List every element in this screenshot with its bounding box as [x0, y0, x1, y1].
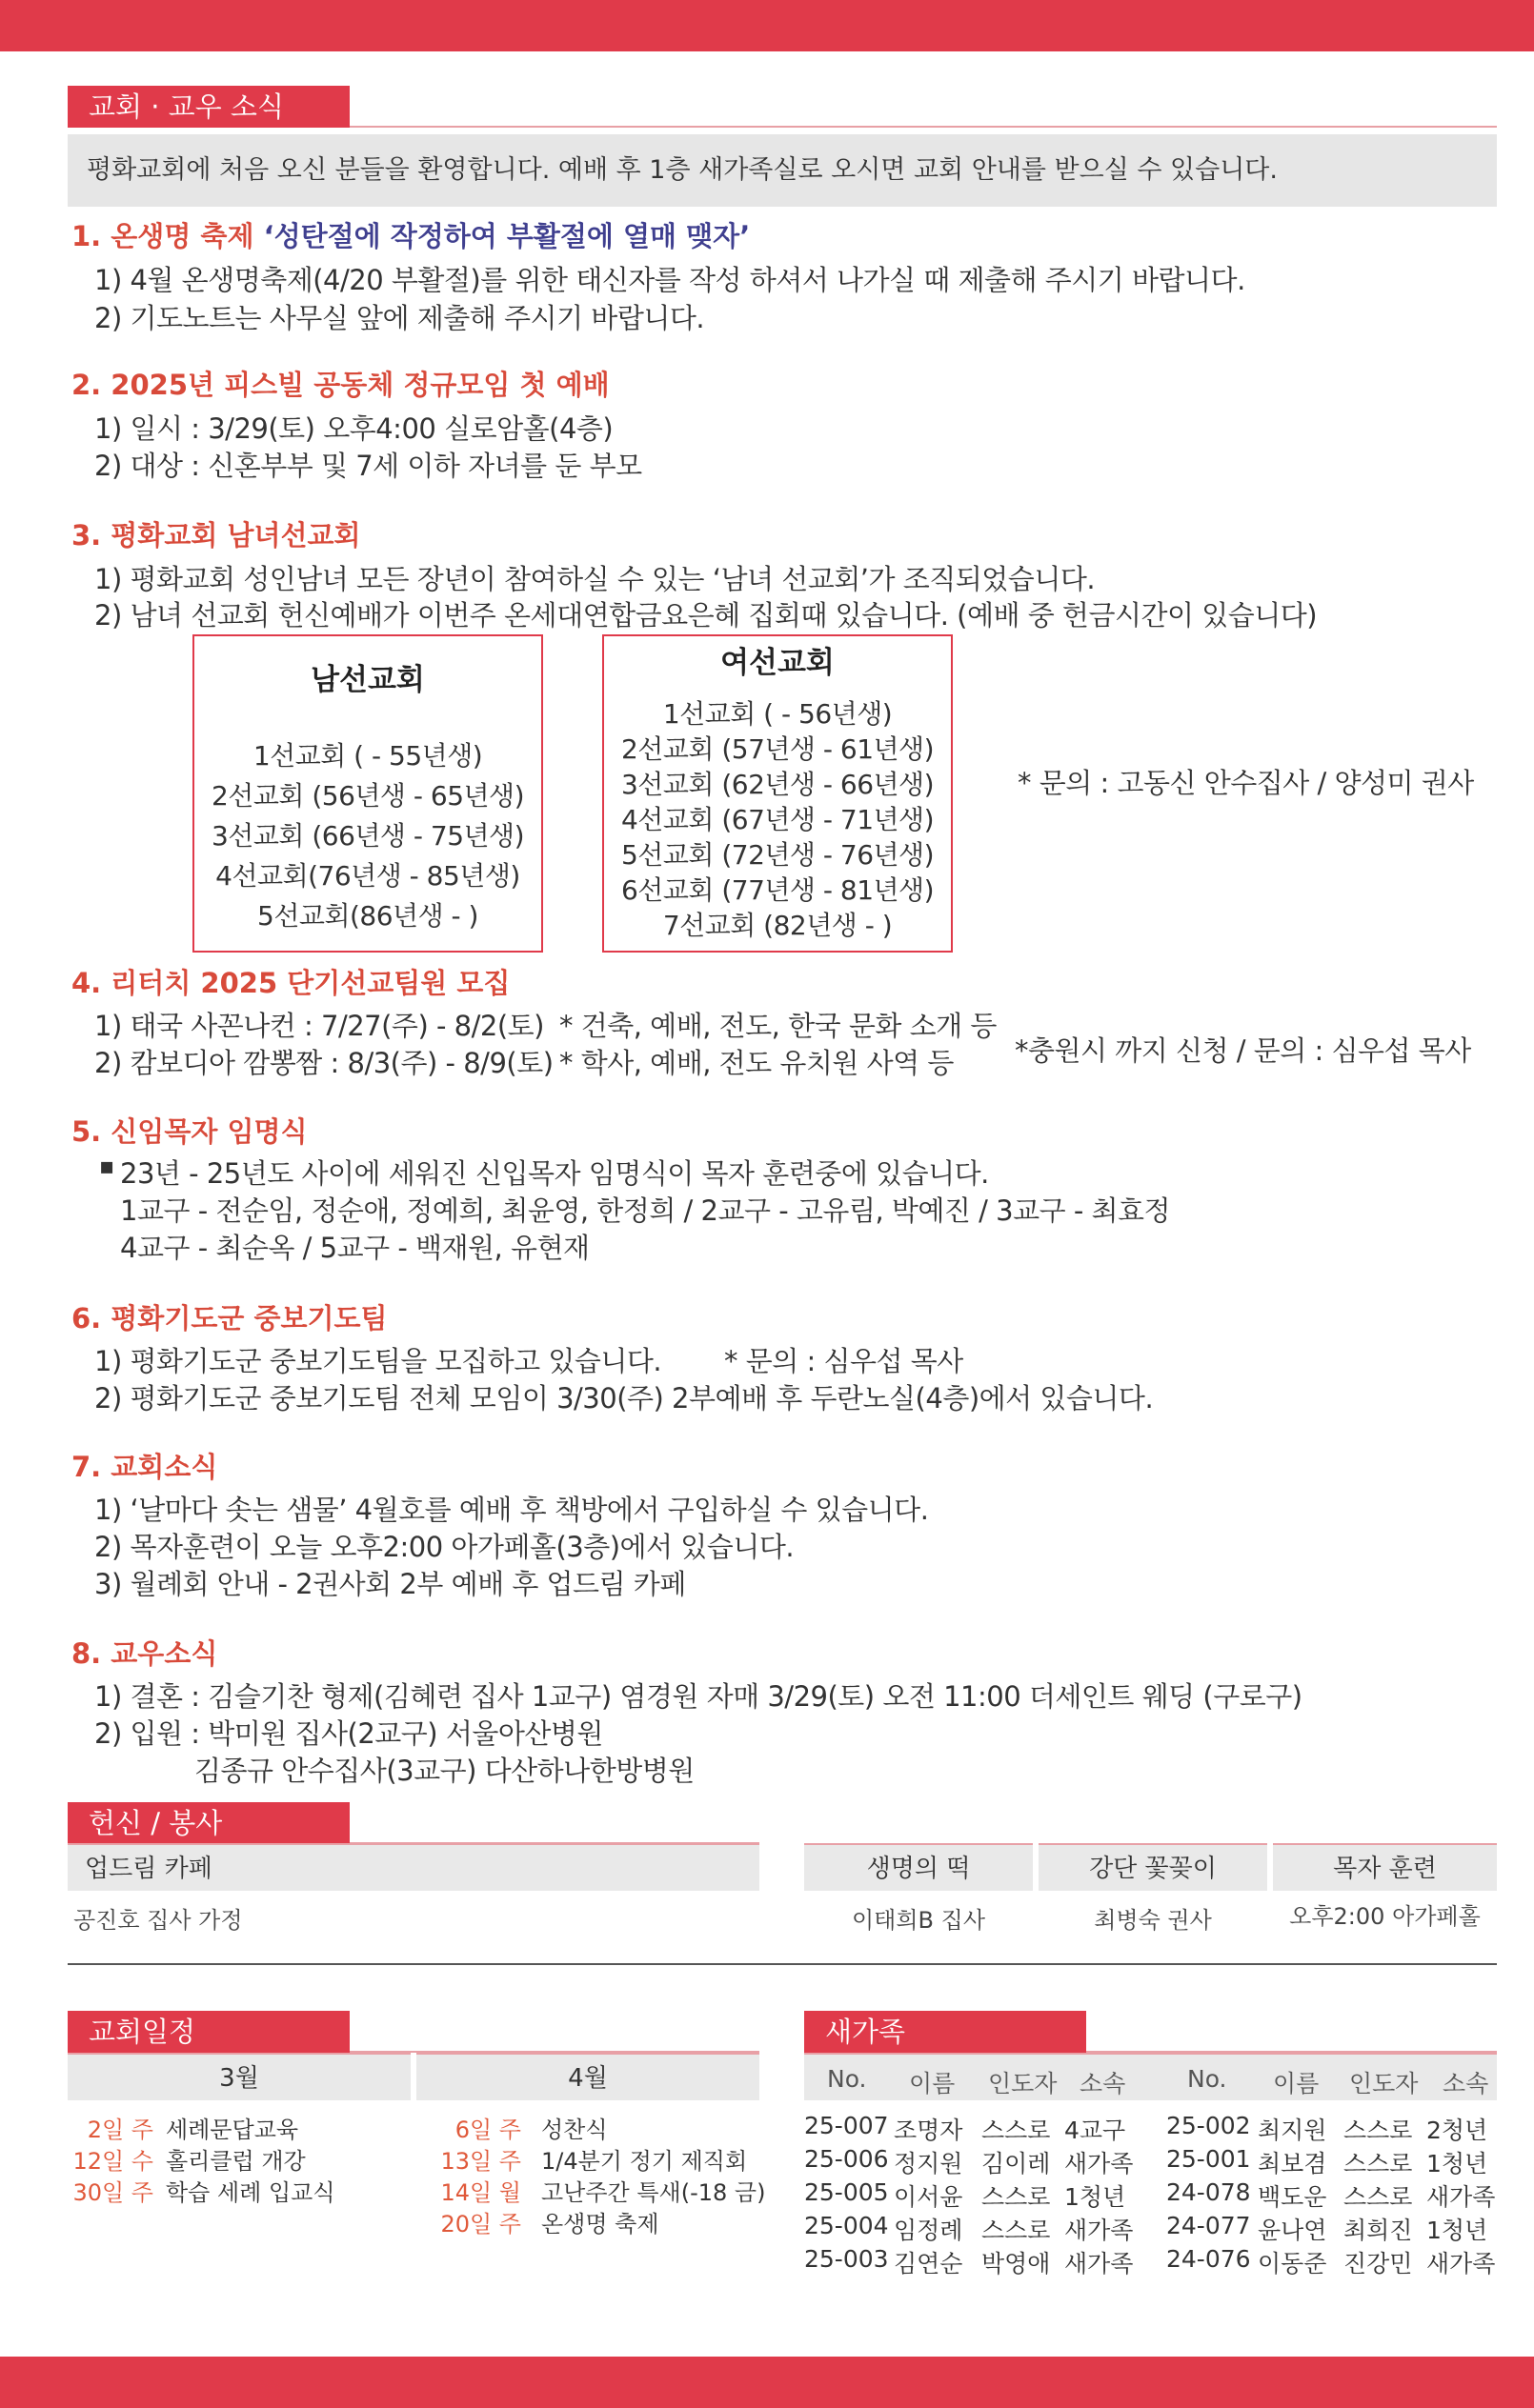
nf-group: 2청년 [1426, 2117, 1488, 2144]
section-3-heading: 3. 평화교회 남녀선교회 [71, 519, 361, 552]
nf-group: 새가족 [1064, 2150, 1134, 2177]
schedule-header-march: 3월 [68, 2053, 411, 2100]
section-5-line-1: 23년 - 25년도 사이에 세워진 신입목자 임명식이 목자 훈련중에 있습니다. [120, 1157, 989, 1190]
nf-name: 최보겸 [1258, 2150, 1327, 2177]
service-value-training: 오후2:00 아가페홀 [1289, 1903, 1481, 1930]
nf-group: 새가족 [1426, 2250, 1496, 2278]
women-mission-title: 여선교회 [720, 646, 835, 680]
nf-group: 1청년 [1064, 2183, 1126, 2211]
service-divider [68, 1963, 1497, 1965]
nf-group: 새가족 [1426, 2183, 1496, 2211]
nf-header-name: 이름 [1273, 2070, 1320, 2097]
march-day: 12일 수 [72, 2148, 153, 2175]
section-4-line-2: 2) 캄보디아 깜뽕짬 : 8/3(주) - 8/9(토) [94, 1047, 554, 1079]
nf-guide: 스스로 [1343, 2150, 1413, 2177]
service-section-tab: 헌신 / 봉사 [68, 1802, 350, 1844]
nf-number: 25-001 [1166, 2145, 1251, 2173]
april-event: 성찬식 [541, 2117, 608, 2143]
women-mission-row: 5선교회 (72년생 - 76년생) [620, 839, 935, 871]
nf-name: 조명자 [894, 2117, 963, 2144]
women-mission-row: 1선교회 ( - 56년생) [662, 698, 893, 730]
april-day: 20일 주 [440, 2211, 521, 2237]
nf-name: 임정례 [894, 2217, 963, 2244]
april-day: 6일 주 [454, 2117, 521, 2143]
nf-guide: 스스로 [1343, 2117, 1413, 2144]
section-6-line-1: 1) 평화기도군 중보기도팀을 모집하고 있습니다. [94, 1345, 662, 1377]
section-5-bullet: ▪ [99, 1153, 114, 1179]
section-6-heading: 6. 평화기도군 중보기도팀 [71, 1302, 388, 1334]
section-2-heading: 2. 2025년 피스빌 공동체 정규모임 첫 예배 [71, 369, 610, 401]
nf-guide: 스스로 [981, 2183, 1051, 2211]
men-mission-title: 남선교회 [311, 663, 425, 697]
nf-guide: 진강민 [1343, 2250, 1413, 2278]
nf-guide: 스스로 [1343, 2183, 1413, 2211]
nf-name: 이동준 [1258, 2250, 1327, 2278]
march-event: 학습 세례 입교식 [166, 2179, 335, 2206]
section-5-line-2: 1교구 - 전순임, 정순애, 정예희, 최윤영, 한정희 / 2교구 - 고유림, 박예진 / 3교구 - 최효정 [120, 1194, 1171, 1227]
men-mission-row: 4선교회(76년생 - 85년생) [215, 860, 520, 892]
nf-name: 백도운 [1258, 2183, 1327, 2211]
section-7-heading: 7. 교회소식 [71, 1451, 218, 1483]
nf-header-group: 소속 [1080, 2070, 1126, 2097]
section-8-line-2: 2) 입원 : 박미원 집사(2교구) 서울아산병원 [94, 1717, 603, 1750]
nf-guide: 최희진 [1343, 2217, 1413, 2244]
nf-name: 정지원 [894, 2150, 963, 2177]
service-header-bread: 생명의 떡 [804, 1843, 1033, 1891]
service-header-cafe: 업드림 카페 [68, 1843, 759, 1891]
march-event: 홀리클럽 개강 [166, 2148, 306, 2175]
section-8-line-1: 1) 결혼 : 김슬기찬 형제(김혜련 집사 1교구) 염경원 자매 3/29(토) 오전 11:00 더세인트 웨딩 (구로구) [94, 1680, 1302, 1713]
section-1-line-1: 1) 4월 온생명축제(4/20 부활절)를 위한 태신자를 작성 하셔서 나가실 때 제출해 주시기 바랍니다. [94, 264, 1245, 296]
women-mission-row: 2선교회 (57년생 - 61년생) [620, 733, 935, 765]
nf-group: 1청년 [1426, 2150, 1488, 2177]
welcome-banner: 평화교회에 처음 오신 분들을 환영합니다. 예배 후 1층 새가족실로 오시면 교회 안내를 받으실 수 있습니다. [68, 134, 1497, 207]
section-4-note-1: * 건축, 예배, 전도, 한국 문화 소개 등 [559, 1010, 997, 1042]
march-event: 세례문답교육 [166, 2117, 299, 2143]
nf-group: 4교구 [1064, 2117, 1126, 2144]
men-mission-row: 2선교회 (56년생 - 65년생) [211, 780, 525, 812]
women-mission-row: 4선교회 (67년생 - 71년생) [620, 804, 935, 835]
nf-header-guide: 인도자 [1349, 2070, 1419, 2097]
news-section-tab: 교회 · 교우 소식 [68, 86, 350, 128]
women-mission-box [602, 634, 953, 953]
section-3-contact: * 문의 : 고동신 안수집사 / 양성미 권사 [1018, 767, 1474, 799]
news-section-line [350, 126, 1497, 128]
section-4-contact: *충원시 까지 신청 / 문의 : 심우섭 목사 [1015, 1034, 1471, 1067]
nf-header-no: No. [1187, 2065, 1227, 2093]
nf-number: 24-078 [1166, 2178, 1251, 2206]
newfamily-section-tab: 새가족 [804, 2011, 1086, 2053]
women-mission-row: 6선교회 (77년생 - 81년생) [620, 874, 935, 906]
nf-group: 1청년 [1426, 2217, 1488, 2244]
march-day: 30일 주 [72, 2179, 153, 2206]
men-mission-row: 3선교회 (66년생 - 75년생) [211, 820, 525, 852]
section-8-line-3: 김종규 안수집사(3교구) 다산하나한방병원 [194, 1755, 695, 1787]
nf-name: 윤나연 [1258, 2217, 1327, 2244]
service-header-training: 목자 훈련 [1273, 1843, 1497, 1891]
women-mission-row: 7선교회 (82년생 - ) [662, 910, 893, 941]
april-event: 고난주간 특새(-18 금) [541, 2179, 766, 2206]
section-1-quote: ‘성탄절에 작정하여 부활절에 열매 맺자’ [263, 220, 751, 252]
nf-number: 25-002 [1166, 2112, 1251, 2139]
service-header-flowers: 강단 꽃꽂이 [1039, 1843, 1267, 1891]
top-bar [0, 0, 1534, 51]
section-6-line-2: 2) 평화기도군 중보기도팀 전체 모임이 3/30(주) 2부예배 후 두란노실(4층)에서 있습니다. [94, 1382, 1154, 1415]
april-day: 14일 월 [440, 2179, 521, 2206]
nf-header-group: 소속 [1443, 2070, 1489, 2097]
nf-number: 24-076 [1166, 2245, 1251, 2273]
men-mission-row: 5선교회(86년생 - ) [257, 900, 478, 932]
nf-group: 새가족 [1064, 2217, 1134, 2244]
schedule-header-april: 4월 [416, 2053, 759, 2100]
nf-guide: 박영애 [981, 2250, 1051, 2278]
service-value-cafe: 공진호 집사 가정 [73, 1907, 243, 1934]
section-7-line-1: 1) ‘날마다 솟는 샘물’ 4월호를 예배 후 책방에서 구입하실 수 있습니다. [94, 1494, 929, 1526]
nf-number: 25-004 [804, 2212, 889, 2239]
april-event: 온생명 축제 [541, 2211, 659, 2237]
section-3-line-1: 1) 평화교회 성인남녀 모든 장년이 참여하실 수 있는 ‘남녀 선교회’가 조직되었습니다. [94, 563, 1096, 595]
women-mission-row: 3선교회 (62년생 - 66년생) [620, 769, 935, 800]
section-2-line-2: 2) 대상 : 신혼부부 및 7세 이하 자녀를 둔 부모 [94, 450, 642, 482]
nf-header-no: No. [827, 2065, 867, 2093]
nf-guide: 스스로 [981, 2117, 1051, 2144]
section-3-line-2: 2) 남녀 선교회 헌신예배가 이번주 온세대연합금요은혜 집회때 있습니다. (예배 중 헌금시간이 있습니다) [94, 599, 1318, 632]
section-1-line-2: 2) 기도노트는 사무실 앞에 제출해 주시기 바랍니다. [94, 302, 705, 334]
nf-name: 김연순 [894, 2250, 963, 2278]
nf-name: 이서윤 [894, 2183, 963, 2211]
section-4-note-2: * 학사, 예배, 전도 유치원 사역 등 [559, 1047, 954, 1079]
service-value-flowers: 최병숙 권사 [1094, 1907, 1212, 1934]
april-day: 13일 주 [440, 2148, 521, 2175]
section-6-contact: * 문의 : 심우섭 목사 [724, 1345, 963, 1377]
nf-number: 25-005 [804, 2178, 889, 2206]
men-mission-row: 1선교회 ( - 55년생) [252, 740, 483, 772]
march-day: 2일 주 [87, 2117, 153, 2143]
section-5-line-3: 4교구 - 최순옥 / 5교구 - 백재원, 유현재 [120, 1232, 590, 1264]
nf-guide: 김이레 [981, 2150, 1051, 2177]
section-8-heading: 8. 교우소식 [71, 1637, 218, 1670]
section-5-heading: 5. 신임목자 임명식 [71, 1115, 308, 1148]
april-event: 1/4분기 정기 제직회 [541, 2148, 748, 2175]
nf-number: 25-006 [804, 2145, 889, 2173]
men-mission-box [192, 634, 543, 953]
section-7-line-2: 2) 목자훈련이 오늘 오후2:00 아가페홀(3층)에서 있습니다. [94, 1531, 795, 1563]
bottom-bar [0, 2357, 1534, 2408]
nf-guide: 스스로 [981, 2217, 1051, 2244]
nf-number: 25-003 [804, 2245, 889, 2273]
section-1-heading [71, 215, 750, 254]
schedule-section-tab: 교회일정 [68, 2011, 350, 2053]
nf-number: 25-007 [804, 2112, 889, 2139]
section-1-title: 1. 온생명 축제 [71, 220, 264, 252]
nf-group: 새가족 [1064, 2250, 1134, 2278]
section-4-line-1: 1) 태국 사꼰나컨 : 7/27(주) - 8/2(토) [94, 1010, 544, 1042]
nf-number: 24-077 [1166, 2212, 1251, 2239]
section-4-heading: 4. 리터치 2025 단기선교팀원 모집 [71, 967, 511, 999]
service-value-bread: 이태희B 집사 [851, 1907, 985, 1934]
nf-header-name: 이름 [909, 2070, 956, 2097]
section-7-line-3: 3) 월례회 안내 - 2권사회 2부 예배 후 업드림 카페 [94, 1568, 686, 1600]
nf-header-guide: 인도자 [988, 2070, 1058, 2097]
nf-name: 최지원 [1258, 2117, 1327, 2144]
section-2-line-1: 1) 일시 : 3/29(토) 오후4:00 실로암홀(4층) [94, 412, 614, 445]
